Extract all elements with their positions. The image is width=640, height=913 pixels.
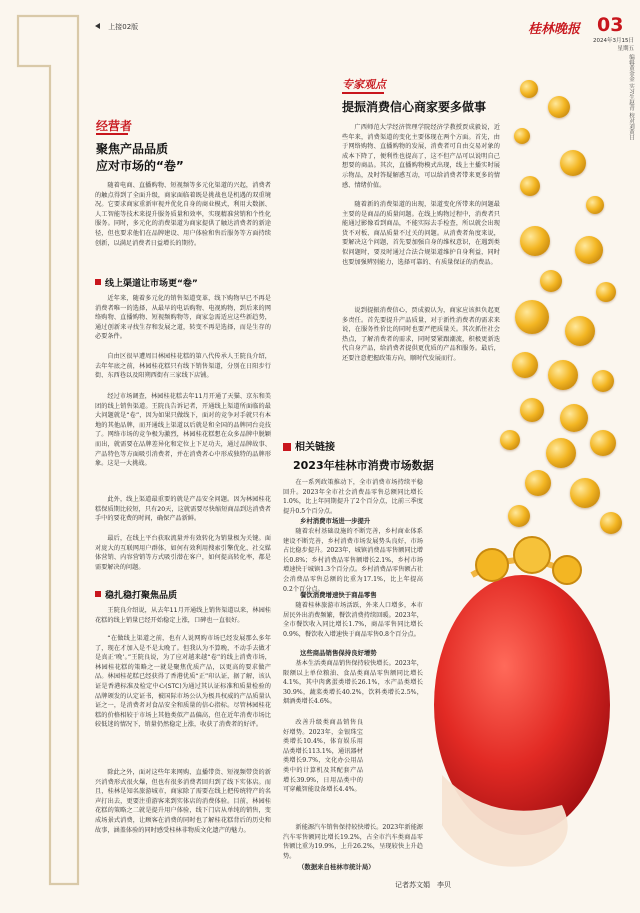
red-square-icon [283, 443, 291, 451]
left-kicker: 经营者 [96, 119, 133, 133]
coin-icon [548, 96, 570, 118]
right-p3: 说到提振消费信心，贾成毅认为，商家应该担负起更多责任。首先要提升产品质量，对于新性消费者的需求来说，在服务性价比的同时也要严把质量关。其次抓住社会热点，了解消费者的需求，同时要紧跟潮流，积极更新迭代自身产品，给消费者提供更优质的产品和服务。最后，还要注意把握政策方向，顺时代发展而行。 [342, 307, 500, 362]
right-p2: 随着新的消费渠道的出现，渠道变化所带来的问题最主要的是商品的质量问题。在线上购物过程中，消费者只能通过影像看到商品，不能实际去手检查，所以就会出现货不对板、商品质量不过关的问题。从消费者角度来说，要解决这个问题，首先要加强自身的维权意识，在遇到类似问题时，要及时通过合法合规渠道维护自身利益，同时也要加强辨别能力，选择可靠的、有质量保证的消费品。 [342, 201, 500, 266]
stats-heading1: 乡村消费市场进一步提升 [300, 517, 371, 525]
coin-icon [520, 176, 540, 196]
stats-p6: 新能源汽车销售保持较快增长。2023年新能源汽车零售额同比增长19.2%，占全市汽车类商品零售额比重为19.9%，上升26.2%，呈现较快上升趋势。 [283, 824, 423, 860]
issue-date: 2024年3月15日 [593, 38, 634, 44]
editor-credits: 编辑黄金金 实习生赵青 校对刘黄日 [628, 54, 634, 140]
right-kicker: 专家观点 [342, 78, 386, 91]
stats-p1: 在一系列政策推动下，全市消费市场持续平稳回升。2023年全市社会消费品零售总额同比增长1.0%，比上年同期提升了2个百分点，比前三季度提升0.5个百分点。 [283, 479, 423, 515]
section1-heading: 线上渠道让市场更“卷” [95, 276, 198, 289]
stats-heading3: 这些商品销售保持良好增势 [300, 649, 377, 657]
stats-source: （数据来自桂林市统计局） [298, 863, 375, 871]
section2-p2: “在做线上渠道之前，也有人说网购市场已经发展那么多年了，现在才加入是不是太晚了。但我认为不算晚，不动手去做才是真正‘晚’。”王院良说，为了应对越来越“卷”的线上消费市场，林园桂花糕的策略之一就是聚焦优质产品，以更高的要求做产品。林园桂花糕已经获得了香港优质“正”印认证，据了解，该认证是香港标准及检定中心(STC)为通过其认证标准和质量检验的品牌颁发的认定证书，被国际市场公认为极具权威的产品质量认证之一，是消费者对食品安全和质量的信心指标。尽管林园桂花糕的价格相较于市场上其他类似产品偏高，但在近年消费市场比较低迷的情况下，销量仍然稳定上涨，收获了消费者的好评。 [95, 635, 271, 729]
edition-line [95, 22, 138, 32]
left-intro: 随着电商、直播购物、短视频等多元化渠道的兴起，消费者的触点得到了全面升级，商家面临着既是挑战也是机遇的双重境况。它要求商家重新审视并优化自身的商业模式，利用大数据、人工智能等技术来提升服务质量和效率，实现精准营销和个性化服务。同时，多元化的消费渠道为商家提供了触达消费者的新途径，但也要求他们在品牌建设、用户体验和售后服务等方面持续创新，以满足消费者日益增长的期待。 [95, 182, 271, 247]
section2-p3: 除此之外，面对这些年来网购、直播带货、短视频带货的新兴消费形式很火爆，但也有很多消费者回归到了线下实体店。而且，桂林是知名旅游城市，商家除了需要在线上把传统特产的名声打出去，更要注重游客来到实体店的消费体验。目前，林园桂花糕的策略之二就是提升用户体验，线下门店从单纯的销售，变成场景式消费，让顾客在消费的同时也了解桂花糕背后的历史和故事，涵盖体验的同时感受桂林非物质文化遗产的魅力。 [95, 769, 271, 834]
section1-p3: 经过市场调查，林园桂花糕去年11月开通了天猫、京东和美团的线上销售渠道。王院良告诉记者，开通线上渠道所面临的最大问题就是“卷”，因为如果只做线下，面对的竞争对手就只有本地的其他品牌，而开通线上渠道以后就是和全国的品牌同台竞技了。网络市场的竞争极为激烈，林园桂花糕想在众多品牌中脱颖而出，就需要在品牌差异化和定位上下足功夫，通过品牌故事、产品特色等方面吸引消费者，并在消费者心中形成独特的品牌形象。这是一大挑战。 [95, 393, 271, 468]
section2-heading: 稳扎稳打聚焦品质 [95, 588, 177, 601]
stats-p5: 改善升级类商品销售良好增势。2023年，金银珠宝类增长10.4%，体育娱乐用品类增长113.1%，通讯器材类增长9.7%，文化办公用品类中的计算机及其配套产品增长39.9%，日用品类中的可穿戴智能设备增长4.4%。 [283, 719, 363, 794]
issue-weekday: 星期五 [617, 46, 634, 52]
red-purse-illustration [412, 525, 612, 885]
red-square-icon [95, 591, 101, 597]
stats-title: 2023年桂林市消费市场数据 [293, 459, 434, 472]
coin-icon [548, 360, 578, 390]
right-p1: 广西师范大学经济管理学院经济学教授贾成毅说，近些年来，消费渠道的变化主要体现在两个方面。首先，由于网络购物、直播购物的发展，消费者可自由交易对象的成本下降了，便利性也提高了，这不但产品可以说明自己想要的商品。其次，直播购物模式出现，线上主播实时展示物品，及时答疑解惑互动，可以给消费者带来更多的情感、情绪价值。 [342, 124, 500, 189]
coin-icon [575, 236, 603, 264]
speaker-icon [95, 23, 100, 29]
section1-p5: 最后，在线上平台获取流量并有效转化为销量极为关键。面对庞大的互联网用户群体，如何有效利用搜索引擎优化、社交媒体营销、内容营销等方式吸引潜在客户，如何提高转化率，都是需要解决的问题。 [95, 535, 271, 571]
link-tag: 相关链接 [283, 438, 335, 453]
kicker-underline [96, 133, 128, 135]
coin-icon [560, 404, 588, 432]
coin-icon [546, 438, 576, 468]
coin-icon [586, 196, 604, 214]
stats-p3: 随着桂林旅游市场活跃，外来人口增多，本市居民外出消费频繁，餐饮消费持续回暖。2023年，全市餐饮收入同比增长1.7%，商品零售同比增长0.9%，餐饮收入增速快于商品零售0.8个百分点。 [283, 602, 423, 638]
left-title-line2: 应对市场的“卷” [96, 159, 184, 173]
coin-icon [520, 398, 544, 422]
coin-icon [525, 470, 551, 496]
section1-p4: 此外，线上渠道最重要的就是产品安全问题。因为林园桂花糕保质期比较短，只有20天，这就需要尽快缩短商品到达消费者手中的要花费的时间，确保产品新鲜。 [95, 496, 271, 523]
right-title: 提振消费信心商家要多做事 [342, 100, 487, 114]
right-kicker-underline [342, 92, 384, 94]
coin-icon [590, 430, 616, 456]
byline: 记者苏文娟 李贝 [395, 881, 451, 889]
coin-icon [512, 352, 538, 378]
coin-icon [520, 226, 550, 256]
coin-icon [508, 505, 530, 527]
edition-label: 上接02版 [108, 23, 139, 31]
coin-icon [515, 300, 549, 334]
stats-heading2: 餐饮消费增速快于商品零售 [300, 591, 377, 599]
stats-p4: 基本生活类商品销售保持较快增长。2023年，限额以上单位粮油、食品类商品零售额同比增长4.1%，其中肉禽蛋类增长26.1%，水产品类增长30.9%，蔬菜类增长40.2%，饮料类增长2.5%，烟酒类增长4.6%。 [283, 660, 423, 706]
coin-icon [500, 430, 520, 450]
section1-p2: 自由区很早遭周目林园桂花糕的第八代传承人王院良介绍，去年年底之前，林园桂花糕只有线下销售渠道，分别在日阳步行街、东西巷以及阳朔西街有三家线下店铺。 [95, 353, 271, 380]
coin-icon [596, 282, 616, 302]
stats-p2: 随着农村基础设施的不断完善，乡村商业体系建设不断完善，乡村消费市场发展势头良好，市场占比稳步提升。2023年，城镇消费品零售额同比增长0.8%；乡村消费品零售额增长2.1%，乡村市场增速快于城镇1.3个百分点。乡村消费品零售额占社会消费品零售总额的比重为17.1%，比上年提高0.2个百分点。 [283, 528, 423, 593]
coin-icon [565, 316, 595, 346]
coin-icon [560, 150, 586, 176]
section2-p1: 王院良介绍说，从去年11月开通线上销售渠道以来，林园桂花糕的线上销量已经开始稳定上涨，口碑也一直很好。 [95, 607, 271, 624]
coin-icon [520, 80, 538, 98]
coin-icon [514, 128, 530, 144]
coin-icon [540, 270, 562, 292]
red-square-icon [95, 279, 101, 285]
section1-p1: 近年来，随着多元化的销售渠道变革，线下购物早已不再是消费者唯一的选择，从最早的电话购物、电视购物，到后来的网络购物、直播购物、短视频购物等，商家急需适应这些新趋势，通过创新来寻找生存和发展之道，转变不再是选择，而是生存的必要条件。 [95, 295, 271, 341]
page-number: 03 [597, 14, 624, 36]
coin-icon [570, 478, 600, 508]
left-title-line1: 聚焦产品品质 [96, 142, 169, 156]
paper-name: 桂林晚报 [528, 22, 581, 37]
coin-icon [592, 370, 614, 392]
